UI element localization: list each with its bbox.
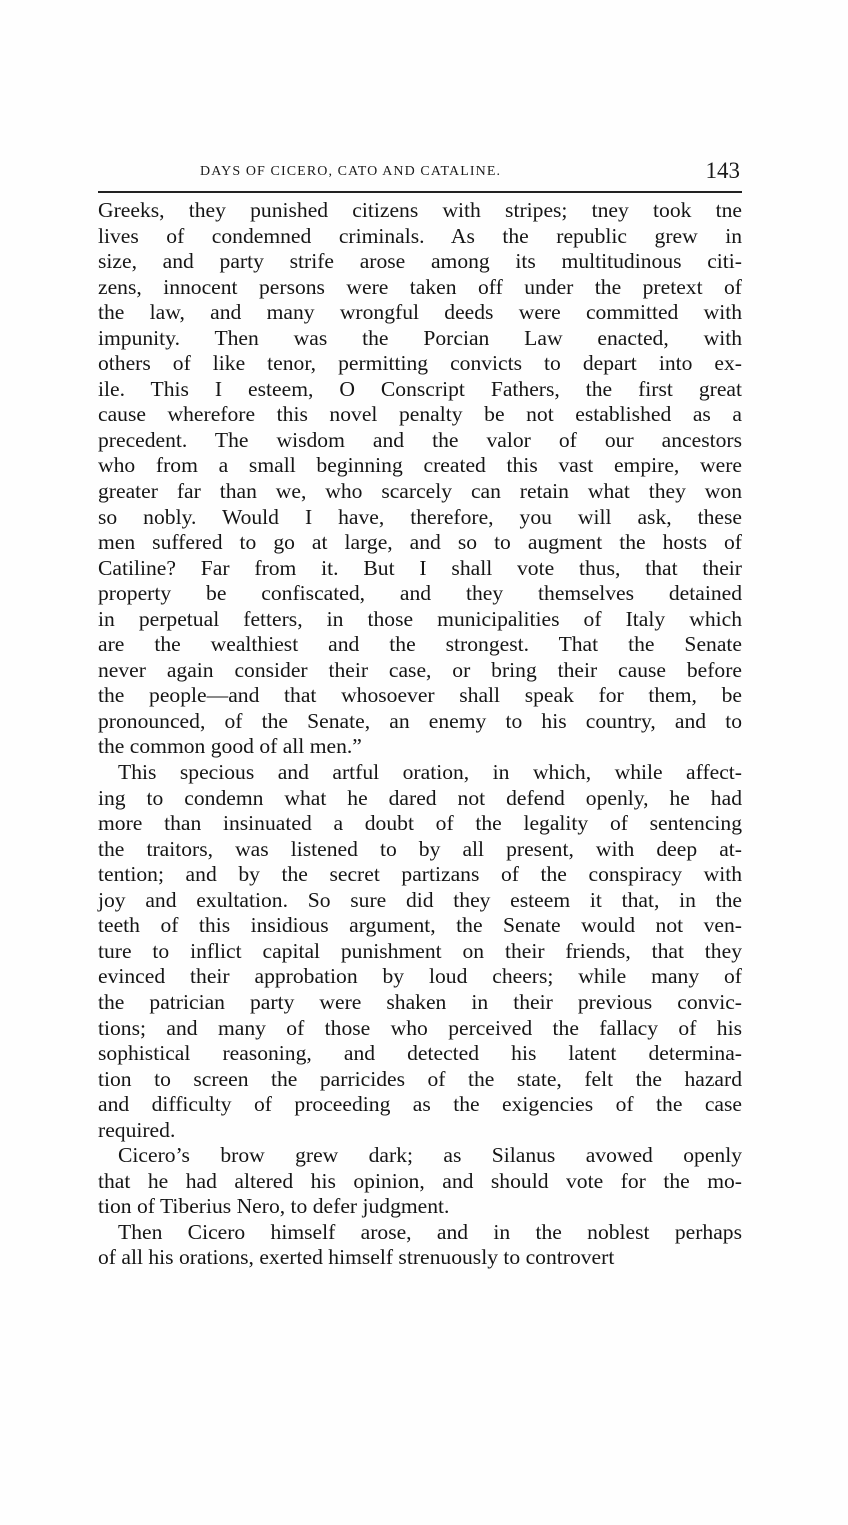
header-rule <box>98 191 742 193</box>
text-line: are the wealthiest and the strongest. That the Senate <box>98 632 742 657</box>
text-line: the traitors, was listened to by all present, with deep at- <box>98 836 742 861</box>
text-line: that he had altered his opinion, and should vote for the mo- <box>98 1168 742 1193</box>
text-line: Greeks, they punished citizens with stripes; tney took tne <box>98 198 742 222</box>
text-line: Cicero’s brow grew dark; as Silanus avowed openly <box>118 1143 742 1168</box>
text-line: of all his orations, exerted himself strenuously to controvert <box>98 1245 615 1270</box>
body-text <box>98 198 742 1271</box>
paragraph <box>98 198 742 760</box>
text-line: others of like tenor, permitting convicts to depart into ex- <box>98 351 742 376</box>
text-line: men suffered to go at large, and so to augment the hosts of <box>98 530 742 555</box>
running-head <box>98 160 742 186</box>
text-line: required. <box>98 1117 176 1142</box>
text-line: tion of Tiberius Nero, to defer judgment. <box>98 1194 450 1219</box>
text-line: pronounced, of the Senate, an enemy to his country, and to <box>98 708 742 733</box>
text-line: property be confiscated, and they themselves detained <box>98 581 742 606</box>
text-line: ture to inflict capital punishment on their friends, that they <box>98 938 742 963</box>
text-line: size, and party strife arose among its multitudinous citi- <box>98 249 742 274</box>
text-line: precedent. The wisdom and the valor of our ancestors <box>98 427 742 452</box>
text-line: who from a small beginning created this vast empire, were <box>98 453 742 478</box>
text-line: the people—and that whosoever shall speak for them, be <box>98 683 742 708</box>
text-line: ing to condemn what he dared not defend openly, he had <box>98 785 742 810</box>
text-line: sophistical reasoning, and detected his latent determina- <box>98 1041 742 1066</box>
text-line: ile. This I esteem, O Conscript Fathers, the first great <box>98 376 742 401</box>
text-line: greater far than we, who scarcely can retain what they won <box>98 479 742 504</box>
text-line: the common good of all men.” <box>98 734 362 759</box>
text-line: so nobly. Would I have, therefore, you will ask, these <box>98 504 742 529</box>
text-line: lives of condemned criminals. As the republic grew in <box>98 223 742 248</box>
paragraph <box>98 1143 742 1220</box>
text-line: the patrician party were shaken in their previous convic- <box>98 989 742 1014</box>
text-line: impunity. Then was the Porcian Law enacted, with <box>98 325 742 350</box>
page-number: 143 <box>705 158 740 183</box>
text-line: tions; and many of those who perceived the fallacy of his <box>98 1015 742 1040</box>
text-line: This specious and artful oration, in which, while affect- <box>118 760 742 785</box>
text-line: the law, and many wrongful deeds were committed with <box>98 300 742 325</box>
text-line: Then Cicero himself arose, and in the noblest perhaps <box>118 1219 742 1244</box>
text-line: Catiline? Far from it. But I shall vote thus, that their <box>98 555 742 580</box>
text-line: and difficulty of proceeding as the exigencies of the case <box>98 1092 742 1117</box>
running-title: DAYS OF CICERO, CATO AND CATALINE. <box>200 164 502 179</box>
text-line: tion to screen the parricides of the state, felt the hazard <box>98 1066 742 1091</box>
text-line: evinced their approbation by loud cheers; while many of <box>98 964 742 989</box>
text-line: more than insinuated a doubt of the legality of sentencing <box>98 811 742 836</box>
text-line: zens, innocent persons were taken off under the pretext of <box>98 274 742 299</box>
paragraph <box>98 760 742 1143</box>
text-line: never again consider their case, or bring their cause before <box>98 657 742 682</box>
text-line: tention; and by the secret partizans of the conspiracy with <box>98 862 742 887</box>
text-line: in perpetual fetters, in those municipalities of Italy which <box>98 606 742 631</box>
text-line: teeth of this insidious argument, the Senate would not ven- <box>98 913 742 938</box>
text-line: cause wherefore this novel penalty be not established as a <box>98 402 742 427</box>
text-line: joy and exultation. So sure did they esteem it that, in the <box>98 887 742 912</box>
paragraph <box>98 1220 742 1271</box>
